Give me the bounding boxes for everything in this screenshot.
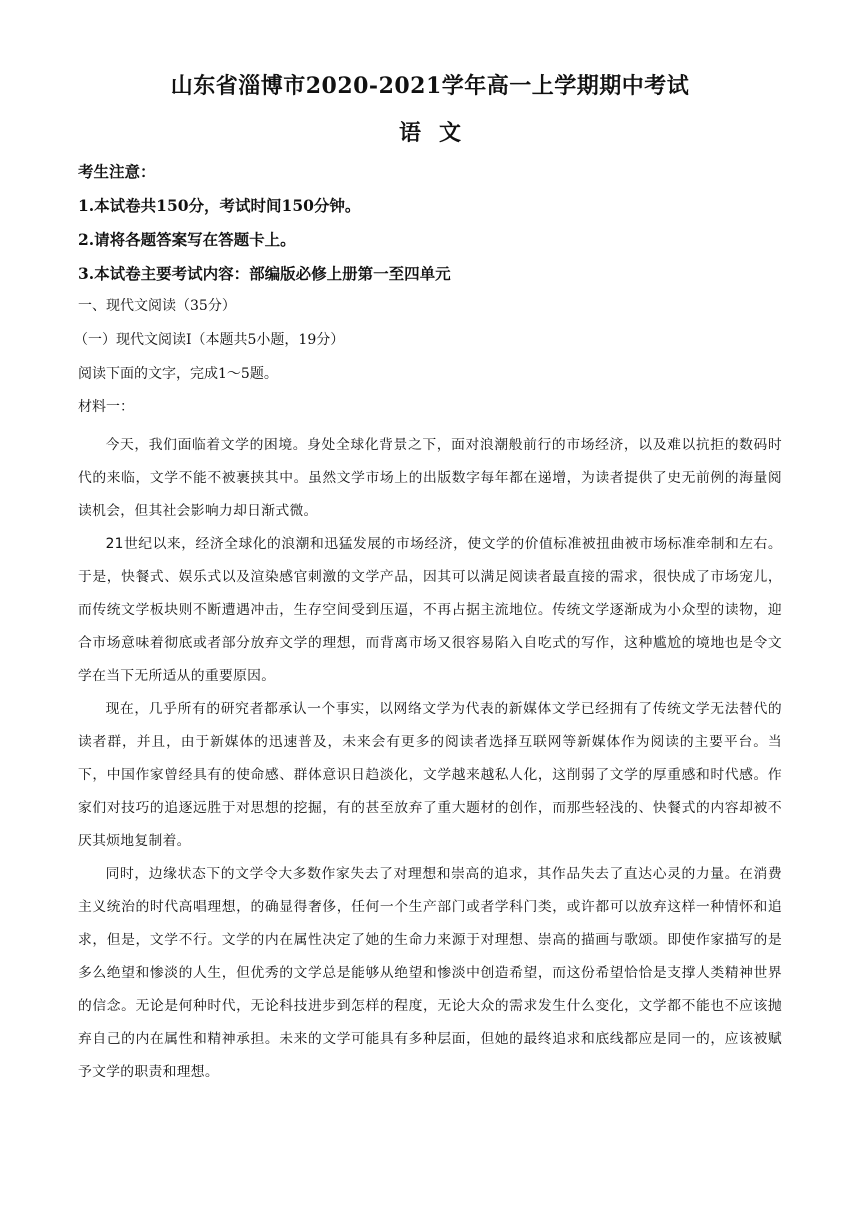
paragraph-3: 现在，几乎所有的研究者都承认一个事实，以网络文学为代表的新媒体文学已经拥有了传统文学无法替代的读者群，并且，由于新媒体的迅速普及，未来会有更多的阅读者选择互联网等新媒体作为阅读的主要平台。当下，中国作家曾经具有的使命感、群体意识日趋淡化，文学越来越私人化，这削弱了文学的厚重感和时代感。作家们对技巧的追逐远胜于对思想的挖掘，有的甚至放弃了重大题材的创作，而那些轻浅的、快餐式的内容却被不厌其烦地复制着。 [78, 701, 782, 849]
exam-page [74, 70, 782, 1089]
sub-section-heading: （一）现代文阅读I（本题共5小题，19分） [74, 332, 345, 348]
section-heading: 一、现代文阅读（35分） [78, 298, 236, 314]
notice-heading: 考生注意： [78, 162, 156, 181]
notice-item-3: 3.本试卷主要考试内容：部编版必修上册第一至四单元 [78, 264, 451, 283]
material-label: 材料一： [78, 399, 134, 415]
paragraph-1: 今天，我们面临着文学的困境。身处全球化背景之下，面对浪潮般前行的市场经济，以及难以抗拒的数码时代的来临，文学不能不被裹挟其中。虽然文学市场上的出版数字每年都在递增，为读者提供了史无前例的海量阅读机会，但其社会影响力却日渐式微。 [78, 437, 782, 519]
subject-title: 语文 [398, 120, 479, 146]
exam-title: 山东省淄博市2020-2021学年高一上学期期中考试 [170, 73, 690, 99]
notice-item-1: 1.本试卷共150分，考试时间150分钟。 [78, 196, 361, 215]
reading-instruction: 阅读下面的文字，完成1～5题。 [78, 366, 278, 382]
paragraph-4: 同时，边缘状态下的文学令大多数作家失去了对理想和崇高的追求，其作品失去了直达心灵的力量。在消费主义统治的时代高唱理想，的确显得奢侈，任何一个生产部门或者学科门类，或许都可以放弃这样一种情怀和追求，但是，文学不行。文学的内在属性决定了她的生命力来源于对理想、崇高的描画与歌颂。即使作家描写的是多么绝望和惨淡的人生，但优秀的文学总是能够从绝望和惨淡中创造希望，而这份希望恰恰是支撑人类精神世界的信念。无论是何种时代，无论科技进步到怎样的程度，无论大众的需求发生什么变化，文学都不能也不应该抛弃自己的内在属性和精神承担。未来的文学可能具有多种层面，但她的最终追求和底线都应是同一的，应该被赋予文学的职责和理想。 [78, 866, 782, 1080]
notice-item-2: 2.请将各题答案写在答题卡上。 [78, 230, 296, 249]
paragraph-2: 21世纪以来，经济全球化的浪潮和迅猛发展的市场经济，使文学的价值标准被扭曲被市场标准牵制和左右。于是，快餐式、娱乐式以及渲染感官刺激的文学产品，因其可以满足阅读者最直接的需求，很快成了市场宠儿，而传统文学板块则不断遭遇冲击，生存空间受到压逼，不再占据主流地位。传统文学逐渐成为小众型的读物，迎合市场意味着彻底或者部分放弃文学的理想，而背离市场又很容易陷入自吃式的写作，这种尴尬的境地也是令文学在当下无所适从的重要原因。 [78, 536, 782, 684]
